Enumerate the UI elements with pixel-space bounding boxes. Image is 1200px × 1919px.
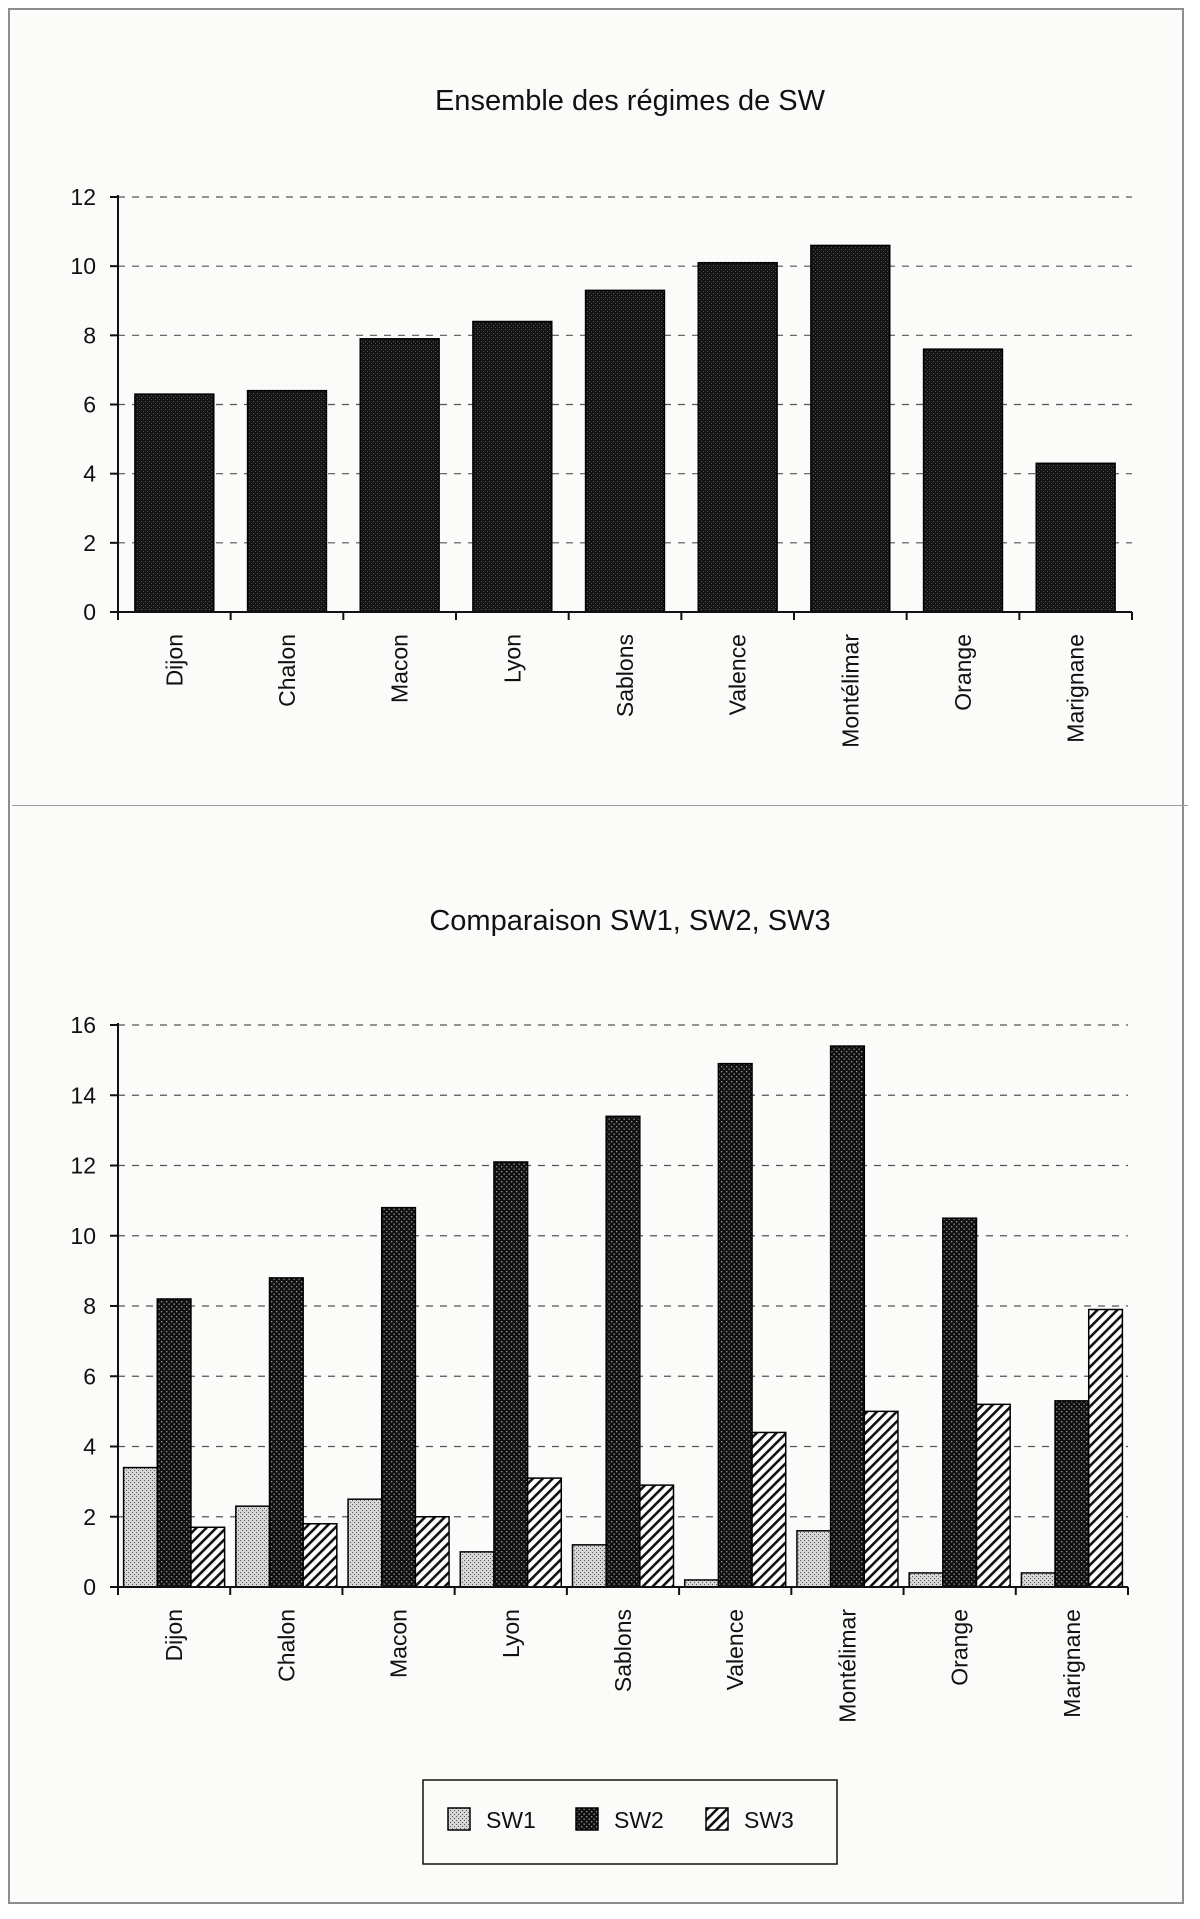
chart2-title: Comparaison SW1, SW2, SW3 [429,905,831,937]
bar-sw2-montelimar [831,1046,865,1587]
bar-sw2-marignane [1055,1401,1089,1587]
bar-sw2-orange [943,1218,977,1587]
bar-sw1-sablons [573,1545,607,1587]
c1-x-label-macon: Macon [386,634,413,704]
c1-x-label-valence: Valence [724,634,751,716]
bar-valence [698,263,777,612]
bar-sw3-montelimar [864,1411,898,1587]
chart1-title: Ensemble des régimes de SW [434,85,826,117]
bar-macon [360,339,439,612]
c2-y-tick-label: 6 [83,1363,96,1390]
chart2-legend [423,1780,837,1864]
c1-y-tick-label: 2 [83,529,96,556]
c1-y-tick-label: 8 [83,322,96,349]
bar-lyon [473,322,552,613]
c1-x-label-sablons: Sablons [612,634,638,718]
bar-sw3-orange [977,1404,1011,1587]
bar-sw3-dijon [191,1527,225,1587]
c1-y-tick-label: 6 [83,391,96,418]
bar-sw3-valence [752,1432,786,1587]
c2-y-tick-label: 0 [83,1574,96,1600]
c2-y-tick-label: 2 [83,1503,96,1530]
legend-label-sw3: SW3 [744,1807,794,1833]
c2-x-label-lyon: Lyon [497,1609,524,1659]
bar-sw1-dijon [124,1468,158,1587]
c1-x-label-dijon: Dijon [161,634,188,687]
bar-sw3-lyon [528,1478,562,1587]
bar-montelimar [811,245,890,612]
bar-sw3-chalon [303,1524,337,1587]
bar-sw3-macon [415,1517,449,1587]
legend-label-sw2: SW2 [614,1807,664,1833]
c2-x-label-montelimar: Montélimar [834,1609,861,1723]
bar-sw1-chalon [236,1506,270,1587]
bar-sw2-valence [718,1064,752,1587]
bar-sw3-sablons [640,1485,674,1587]
legend-swatch-sw2 [576,1808,598,1830]
bar-sw1-valence [685,1580,719,1587]
bar-sw2-dijon [157,1299,191,1587]
bar-sw2-sablons [606,1116,640,1587]
legend-swatch-sw3 [706,1808,728,1830]
bar-sw2-lyon [494,1162,528,1587]
c1-y-tick-label: 12 [70,184,96,210]
c2-x-label-marignane: Marignane [1058,1609,1085,1718]
bar-marignane [1036,463,1115,612]
c2-y-tick-label: 10 [70,1222,96,1249]
c2-x-label-orange: Orange [946,1609,973,1686]
chart2-x-labels [161,1609,1085,1723]
bar-sw1-montelimar [797,1531,831,1587]
c2-y-tick-label: 4 [83,1433,96,1460]
bar-sw1-macon [348,1499,382,1587]
c2-x-label-chalon: Chalon [273,1609,300,1682]
bar-sw2-macon [382,1208,416,1587]
chart1-bars [135,245,1115,612]
bar-sw1-lyon [460,1552,494,1587]
legend-label-sw1: SW1 [486,1807,536,1833]
chart-comparaison-sw [70,905,1128,1864]
chart2-y-ticks [70,1012,96,1600]
c1-y-tick-label: 0 [83,599,96,625]
c1-y-tick-label: 4 [83,460,96,487]
c1-x-label-orange: Orange [950,634,976,711]
c2-x-label-dijon: Dijon [161,1609,188,1662]
chart2-bars [124,1046,1123,1587]
c1-x-label-chalon: Chalon [274,634,300,707]
chart1-x-labels [161,634,1088,748]
bar-sw1-marignane [1021,1573,1055,1587]
bar-sablons [586,290,665,612]
c2-x-label-valence: Valence [722,1609,749,1691]
c2-y-tick-label: 8 [83,1293,96,1319]
bar-chalon [248,391,327,612]
bar-sw1-orange [909,1573,943,1587]
bar-sw3-marignane [1089,1310,1123,1587]
c2-x-label-macon: Macon [385,1609,412,1679]
c2-y-tick-label: 16 [70,1012,96,1038]
c2-y-tick-label: 12 [70,1152,96,1179]
chart1-y-ticks [70,184,96,625]
c2-x-label-sablons: Sablons [610,1609,636,1693]
bar-sw2-chalon [270,1278,304,1587]
c1-x-label-montelimar: Montélimar [837,634,864,748]
legend-swatch-sw1 [448,1808,470,1830]
c2-y-tick-label: 14 [70,1082,96,1109]
bar-orange [924,349,1003,612]
bar-dijon [135,394,214,612]
c1-y-tick-label: 10 [70,253,96,280]
c1-x-label-lyon: Lyon [499,634,526,684]
chart-regimes-sw [70,85,1132,748]
c1-x-label-marignane: Marignane [1062,634,1089,743]
